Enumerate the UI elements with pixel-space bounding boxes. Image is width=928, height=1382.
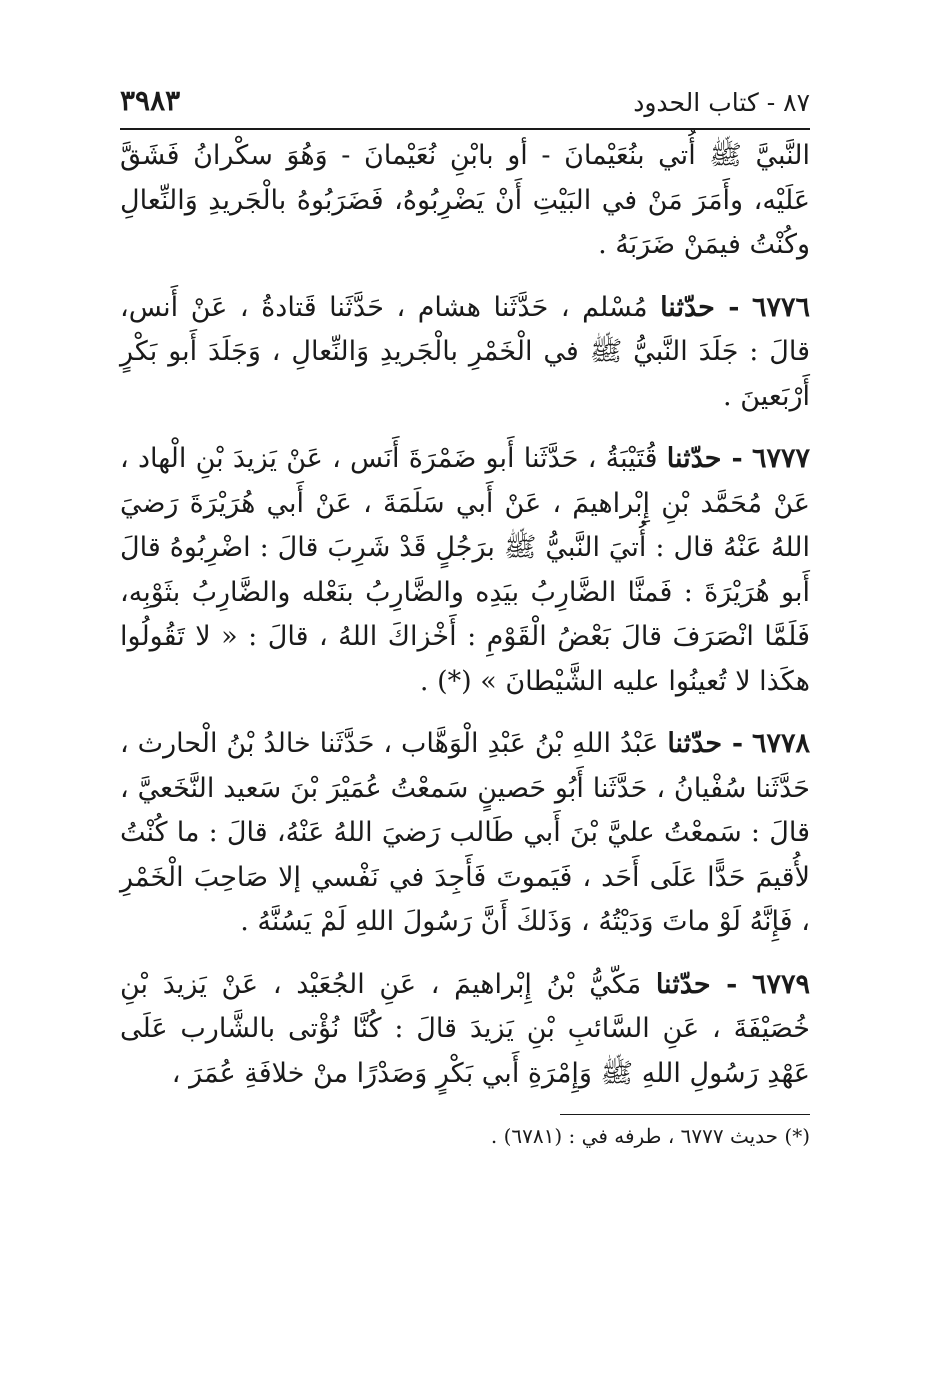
- hadith-number: ٦٧٧٧: [751, 443, 810, 474]
- hadith-text: عَبْدُ اللهِ بْنُ عَبْدِ الْوَهَّاب ، حَدَّثَنا خالدُ بْنُ الْحارث ، حَدَّثَنا سُفْيانُ ، حَدَّثَنا أَبُو حَصينٍ سَمعْتُ عُمَيْرَ بْنَ سَعيد النَّخَعيَّ ، قالَ : سَمعْتُ عليَّ بْنَ أَبي طَالب رَضيَ اللهُ عَنْهُ، قالَ : ما كُنْتُ لأُقيمَ حَدًّا عَلَى أَحَد ، فَيَموتَ فَأَجِدَ في نَفْسي إلا صَاحِبَ الْخَمْرِ ، فَإِنَّهُ لَوْ ماتَ وَدَيْتُهُ ، وَذَلكَ أَنَّ رَسُولَ اللهِ لَمْ يَسُنَّهُ .: [120, 728, 810, 937]
- hadith-number: ٦٧٧٩: [751, 968, 810, 1000]
- hadith-text: مُسْلم ، حَدَّثَنا هشام ، حَدَّثَنا قَتادةُ ، عَنْ أَنس، قالَ : جَلَدَ النَّبيُّ ﷺ في الْخَمْرِ بالْجَريدِ وَالنِّعالِ ، وَجَلَدَ أَبو بَكْرٍ أَرْبَعينَ .: [120, 291, 810, 412]
- intro-paragraph: النَّبيَّ ﷺ أُتي بنُعَيْمانَ - أو بابْنِ نُعَيْمانَ - وَهُوَ سكْرانُ فَشَقَّ عَلَيْه، وأَمَرَ مَنْ في البَيْتِ أَنْ يَضْرِبُوهُ، فَضَرَبُوهُ بالْجَريدِ وَالنِّعالِ وكُنْتُ فيمَنْ ضَرَبَهُ .: [120, 140, 810, 260]
- page-header: [120, 80, 810, 120]
- hadith-6777: ٦٧٧٧ - حدّثنا قُتَيْبَةُ ، حَدَّثَنا أَبو ضَمْرَةَ أَنَس ، عَنْ يَزيدَ بْنِ الْهاد ، عَنْ مُحَمَّد بْنِ إِبْراهيمَ ، عَنْ أَبي سَلَمَةَ ، عَنْ أَبي هُرَيْرَةَ رَضيَ اللهُ عَنْهُ قال : أُتيَ النَّبيُّ ﷺ برَجُلٍ قَدْ شَرِبَ قالَ : اضْرِبُوهُ قالَ أَبو هُرَيْرَةَ : فَمنَّا الضَّارِبُ بيَدِه والضَّارِبُ بنَعْله والضَّارِبُ بثَوْبِه، فَلَمَّا انْصَرَفَ قالَ بَعْضُ الْقَوْمِ : أَخْزاكَ اللهُ ، قالَ : « لا تَقُولُوا هكَذا لا تُعينُوا عليه الشَّيْطانَ » (*) .: [120, 443, 810, 697]
- document-page: [120, 80, 810, 1151]
- hadith-lead: حدّثنا: [666, 443, 722, 474]
- footnote-rule: [560, 1114, 810, 1115]
- hadith-lead: حدّثنا: [667, 728, 723, 759]
- hadith-lead: حدّثنا: [655, 968, 711, 1000]
- hadith-number: ٦٧٧٦: [751, 291, 810, 323]
- page-number: ٣٩٨٣: [120, 84, 181, 117]
- footnote: (*) حديث ٦٧٧٧ ، طرفه في : (٦٧٨١) .: [490, 1124, 810, 1148]
- header-rule: [120, 128, 810, 130]
- hadith-lead: حدّثنا: [660, 291, 715, 323]
- hadith-6778: ٦٧٧٨ - حدّثنا عَبْدُ اللهِ بْنُ عَبْدِ الْوَهَّاب ، حَدَّثَنا خالدُ بْنُ الْحارث ، حَدَّثَنا سُفْيانُ ، حَدَّثَنا أَبُو حَصينٍ سَمعْتُ عُمَيْرَ بْنَ سَعيد النَّخَعيَّ ، قالَ : سَمعْتُ عليَّ بْنَ أَبي طَالب رَضيَ اللهُ عَنْهُ، قالَ : ما كُنْتُ لأُقيمَ حَدًّا عَلَى أَحَد ، فَيَموتَ فَأَجِدَ في نَفْسي إلا صَاحِبَ الْخَمْرِ ، فَإِنَّهُ لَوْ ماتَ وَدَيْتُهُ ، وَذَلكَ أَنَّ رَسُولَ اللهِ لَمْ يَسُنَّهُ .: [120, 728, 810, 937]
- chapter-title: ٨٧ - كتاب الحدود: [633, 88, 810, 117]
- hadith-text: مَكّيُّ بْنُ إِبْراهيمَ ، عَنِ الجُعَيْد ، عَنْ يَزيدَ بْنِ خُصَيْفَةَ ، عَنِ السَّائبِ بْنِ يَزيدَ قالَ : كُنَّا نُؤْتى بالشَّارب عَلَى عَهْدِ رَسُولِ اللهِ ﷺ وَإِمْرَةِ أَبي بَكْرٍ وَصَدْرًا منْ خلافَةِ عُمَرَ ،: [120, 968, 810, 1089]
- hadith-number: ٦٧٧٨: [751, 728, 810, 759]
- hadith-text: قُتَيْبَةُ ، حَدَّثَنا أَبو ضَمْرَةَ أَنَس ، عَنْ يَزيدَ بْنِ الْهاد ، عَنْ مُحَمَّد بْنِ إِبْراهيمَ ، عَنْ أَبي سَلَمَةَ ، عَنْ أَبي هُرَيْرَةَ رَضيَ اللهُ عَنْهُ قال : أُتيَ النَّبيُّ ﷺ برَجُلٍ قَدْ شَرِبَ قالَ : اضْرِبُوهُ قالَ أَبو هُرَيْرَةَ : فَمنَّا الضَّارِبُ بيَدِه والضَّارِبُ بنَعْله والضَّارِبُ بثَوْبِه، فَلَمَّا انْصَرَفَ قالَ بَعْضُ الْقَوْمِ : أَخْزاكَ اللهُ ، قالَ : « لا تَقُولُوا هكَذا لا تُعينُوا عليه الشَّيْطانَ » (*) .: [120, 443, 810, 697]
- hadith-6776: ٦٧٧٦ - حدّثنا مُسْلم ، حَدَّثَنا هشام ، حَدَّثَنا قَتادةُ ، عَنْ أَنس، قالَ : جَلَدَ النَّبيُّ ﷺ في الْخَمْرِ بالْجَريدِ وَالنِّعالِ ، وَجَلَدَ أَبو بَكْرٍ أَرْبَعينَ .: [120, 291, 810, 412]
- hadith-6779: ٦٧٧٩ - حدّثنا مَكّيُّ بْنُ إِبْراهيمَ ، عَنِ الجُعَيْد ، عَنْ يَزيدَ بْنِ خُصَيْفَةَ ، عَنِ السَّائبِ بْنِ يَزيدَ قالَ : كُنَّا نُؤْتى بالشَّارب عَلَى عَهْدِ رَسُولِ اللهِ ﷺ وَإِمْرَةِ أَبي بَكْرٍ وَصَدْرًا منْ خلافَةِ عُمَرَ ،: [120, 968, 810, 1089]
